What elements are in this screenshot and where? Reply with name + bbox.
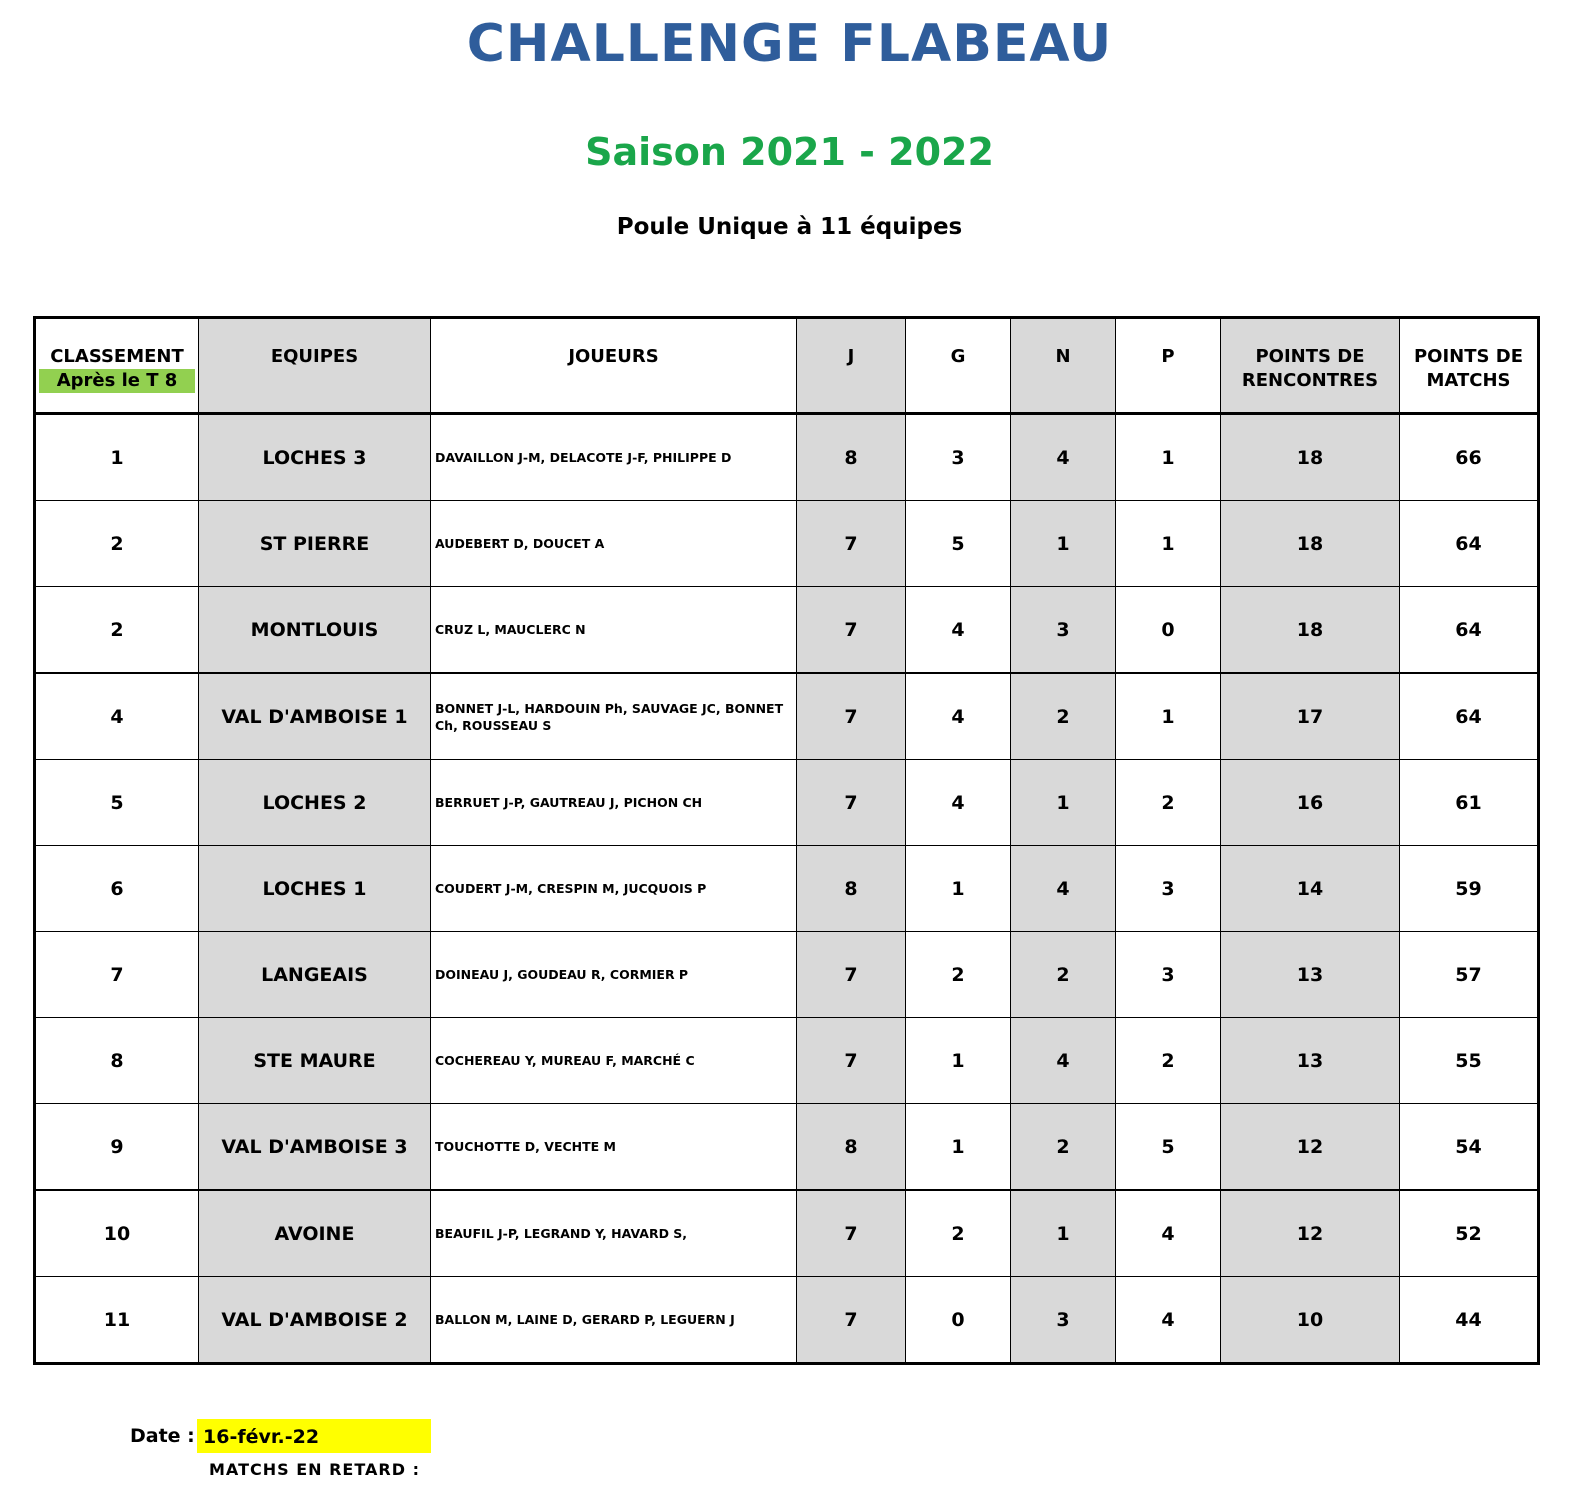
rank-cell: 7 [35, 932, 199, 1018]
won-cell: 1 [906, 846, 1011, 932]
lost-cell: 1 [1116, 414, 1221, 501]
lost-cell: 3 [1116, 932, 1221, 1018]
season-title: Saison 2021 - 2022 [585, 130, 994, 174]
points-rencontres-cell: 10 [1221, 1277, 1400, 1364]
header-points-matchs [1400, 318, 1539, 414]
drawn-cell: 1 [1011, 760, 1116, 846]
late-matches-label: MATCHS EN RETARD : [209, 1460, 420, 1479]
players-cell: DOINEAU J, GOUDEAU R, CORMIER P [431, 932, 797, 1018]
table-row [35, 1190, 1539, 1277]
lost-cell: 0 [1116, 587, 1221, 674]
played-cell: 7 [797, 1018, 906, 1104]
won-cell: 2 [906, 1190, 1011, 1277]
won-cell: 1 [906, 1104, 1011, 1191]
points-matchs-cell: 64 [1400, 501, 1539, 587]
team-cell: LOCHES 1 [199, 846, 431, 932]
team-cell: AVOINE [199, 1190, 431, 1277]
played-cell: 8 [797, 846, 906, 932]
players-cell: TOUCHOTTE D, VECHTE M [431, 1104, 797, 1191]
points-matchs-cell: 57 [1400, 932, 1539, 1018]
lost-cell: 2 [1116, 760, 1221, 846]
points-rencontres-cell: 18 [1221, 587, 1400, 674]
players-cell: COUDERT J-M, CRESPIN M, JUCQUOIS P [431, 846, 797, 932]
rank-cell: 4 [35, 673, 199, 760]
drawn-cell: 1 [1011, 501, 1116, 587]
drawn-cell: 4 [1011, 846, 1116, 932]
points-rencontres-cell: 12 [1221, 1104, 1400, 1191]
points-matchs-cell: 64 [1400, 673, 1539, 760]
table-row [35, 1277, 1539, 1364]
table-row [35, 501, 1539, 587]
played-cell: 8 [797, 1104, 906, 1191]
played-cell: 7 [797, 1190, 906, 1277]
rank-cell: 6 [35, 846, 199, 932]
page-title: CHALLENGE FLABEAU [466, 14, 1113, 74]
won-cell: 1 [906, 1018, 1011, 1104]
rank-cell: 5 [35, 760, 199, 846]
header-classement-badge: Après le T 8 [39, 369, 195, 393]
header-points-matchs-line1: POINTS DE [1413, 346, 1523, 367]
drawn-cell: 2 [1011, 932, 1116, 1018]
points-rencontres-cell: 12 [1221, 1190, 1400, 1277]
date-label: Date : [130, 1425, 195, 1447]
rank-cell: 8 [35, 1018, 199, 1104]
header-n: N [1011, 318, 1116, 414]
standings-body [35, 414, 1539, 1364]
lost-cell: 4 [1116, 1190, 1221, 1277]
table-row [35, 673, 1539, 760]
table-row [35, 587, 1539, 674]
rank-cell: 10 [35, 1190, 199, 1277]
points-rencontres-cell: 13 [1221, 1018, 1400, 1104]
team-cell: VAL D'AMBOISE 3 [199, 1104, 431, 1191]
header-row [35, 318, 1539, 414]
won-cell: 3 [906, 414, 1011, 501]
players-cell: BALLON M, LAINE D, GERARD P, LEGUERN J [431, 1277, 797, 1364]
points-matchs-cell: 59 [1400, 846, 1539, 932]
header-p: P [1116, 318, 1221, 414]
pool-subtitle: Poule Unique à 11 équipes [616, 214, 963, 240]
won-cell: 4 [906, 673, 1011, 760]
points-rencontres-cell: 16 [1221, 760, 1400, 846]
lost-cell: 1 [1116, 673, 1221, 760]
points-rencontres-cell: 13 [1221, 932, 1400, 1018]
won-cell: 4 [906, 760, 1011, 846]
lost-cell: 2 [1116, 1018, 1221, 1104]
team-cell: ST PIERRE [199, 501, 431, 587]
header-classement [35, 318, 199, 414]
players-cell: BONNET J-L, HARDOUIN Ph, SAUVAGE JC, BONNET Ch, ROUSSEAU S [431, 673, 797, 760]
played-cell: 7 [797, 673, 906, 760]
table-row [35, 932, 1539, 1018]
won-cell: 2 [906, 932, 1011, 1018]
played-cell: 7 [797, 932, 906, 1018]
played-cell: 7 [797, 587, 906, 674]
points-matchs-cell: 66 [1400, 414, 1539, 501]
header-equipes: EQUIPES [199, 318, 431, 414]
standings-table [33, 316, 1540, 1365]
header-classement-label: CLASSEMENT [50, 346, 184, 367]
lost-cell: 1 [1116, 501, 1221, 587]
points-matchs-cell: 54 [1400, 1104, 1539, 1191]
played-cell: 7 [797, 1277, 906, 1364]
rank-cell: 2 [35, 587, 199, 674]
team-cell: LOCHES 2 [199, 760, 431, 846]
drawn-cell: 2 [1011, 1104, 1116, 1191]
header-points-rencontres-line1: POINTS DE [1255, 346, 1365, 367]
played-cell: 7 [797, 501, 906, 587]
team-cell: VAL D'AMBOISE 1 [199, 673, 431, 760]
points-matchs-cell: 64 [1400, 587, 1539, 674]
header-g: G [906, 318, 1011, 414]
header-points-rencontres-line2: RENCONTRES [1241, 370, 1379, 391]
rank-cell: 2 [35, 501, 199, 587]
players-cell: COCHEREAU Y, MUREAU F, MARCHÉ C [431, 1018, 797, 1104]
lost-cell: 5 [1116, 1104, 1221, 1191]
points-rencontres-cell: 18 [1221, 501, 1400, 587]
team-cell: LOCHES 3 [199, 414, 431, 501]
drawn-cell: 2 [1011, 673, 1116, 760]
won-cell: 0 [906, 1277, 1011, 1364]
points-matchs-cell: 52 [1400, 1190, 1539, 1277]
lost-cell: 4 [1116, 1277, 1221, 1364]
points-matchs-cell: 55 [1400, 1018, 1539, 1104]
rank-cell: 1 [35, 414, 199, 501]
players-cell: CRUZ L, MAUCLERC N [431, 587, 797, 674]
header-points-matchs-line2: MATCHS [1426, 370, 1511, 391]
drawn-cell: 4 [1011, 414, 1116, 501]
lost-cell: 3 [1116, 846, 1221, 932]
table-row [35, 1104, 1539, 1191]
drawn-cell: 4 [1011, 1018, 1116, 1104]
points-rencontres-cell: 17 [1221, 673, 1400, 760]
table-row [35, 760, 1539, 846]
table-row [35, 1018, 1539, 1104]
drawn-cell: 1 [1011, 1190, 1116, 1277]
players-cell: BEAUFIL J-P, LEGRAND Y, HAVARD S, [431, 1190, 797, 1277]
players-cell: DAVAILLON J-M, DELACOTE J-F, PHILIPPE D [431, 414, 797, 501]
won-cell: 5 [906, 501, 1011, 587]
rank-cell: 11 [35, 1277, 199, 1364]
players-cell: BERRUET J-P, GAUTREAU J, PICHON CH [431, 760, 797, 846]
team-cell: LANGEAIS [199, 932, 431, 1018]
points-matchs-cell: 44 [1400, 1277, 1539, 1364]
team-cell: MONTLOUIS [199, 587, 431, 674]
team-cell: VAL D'AMBOISE 2 [199, 1277, 431, 1364]
points-rencontres-cell: 18 [1221, 414, 1400, 501]
header-points-rencontres [1221, 318, 1400, 414]
points-rencontres-cell: 14 [1221, 846, 1400, 932]
drawn-cell: 3 [1011, 1277, 1116, 1364]
table-row [35, 846, 1539, 932]
won-cell: 4 [906, 587, 1011, 674]
drawn-cell: 3 [1011, 587, 1116, 674]
points-matchs-cell: 61 [1400, 760, 1539, 846]
played-cell: 8 [797, 414, 906, 501]
played-cell: 7 [797, 760, 906, 846]
rank-cell: 9 [35, 1104, 199, 1191]
players-cell: AUDEBERT D, DOUCET A [431, 501, 797, 587]
team-cell: STE MAURE [199, 1018, 431, 1104]
table-row [35, 414, 1539, 501]
date-value: 16-févr.-22 [197, 1419, 431, 1453]
header-joueurs: JOUEURS [431, 318, 797, 414]
header-j: J [797, 318, 906, 414]
